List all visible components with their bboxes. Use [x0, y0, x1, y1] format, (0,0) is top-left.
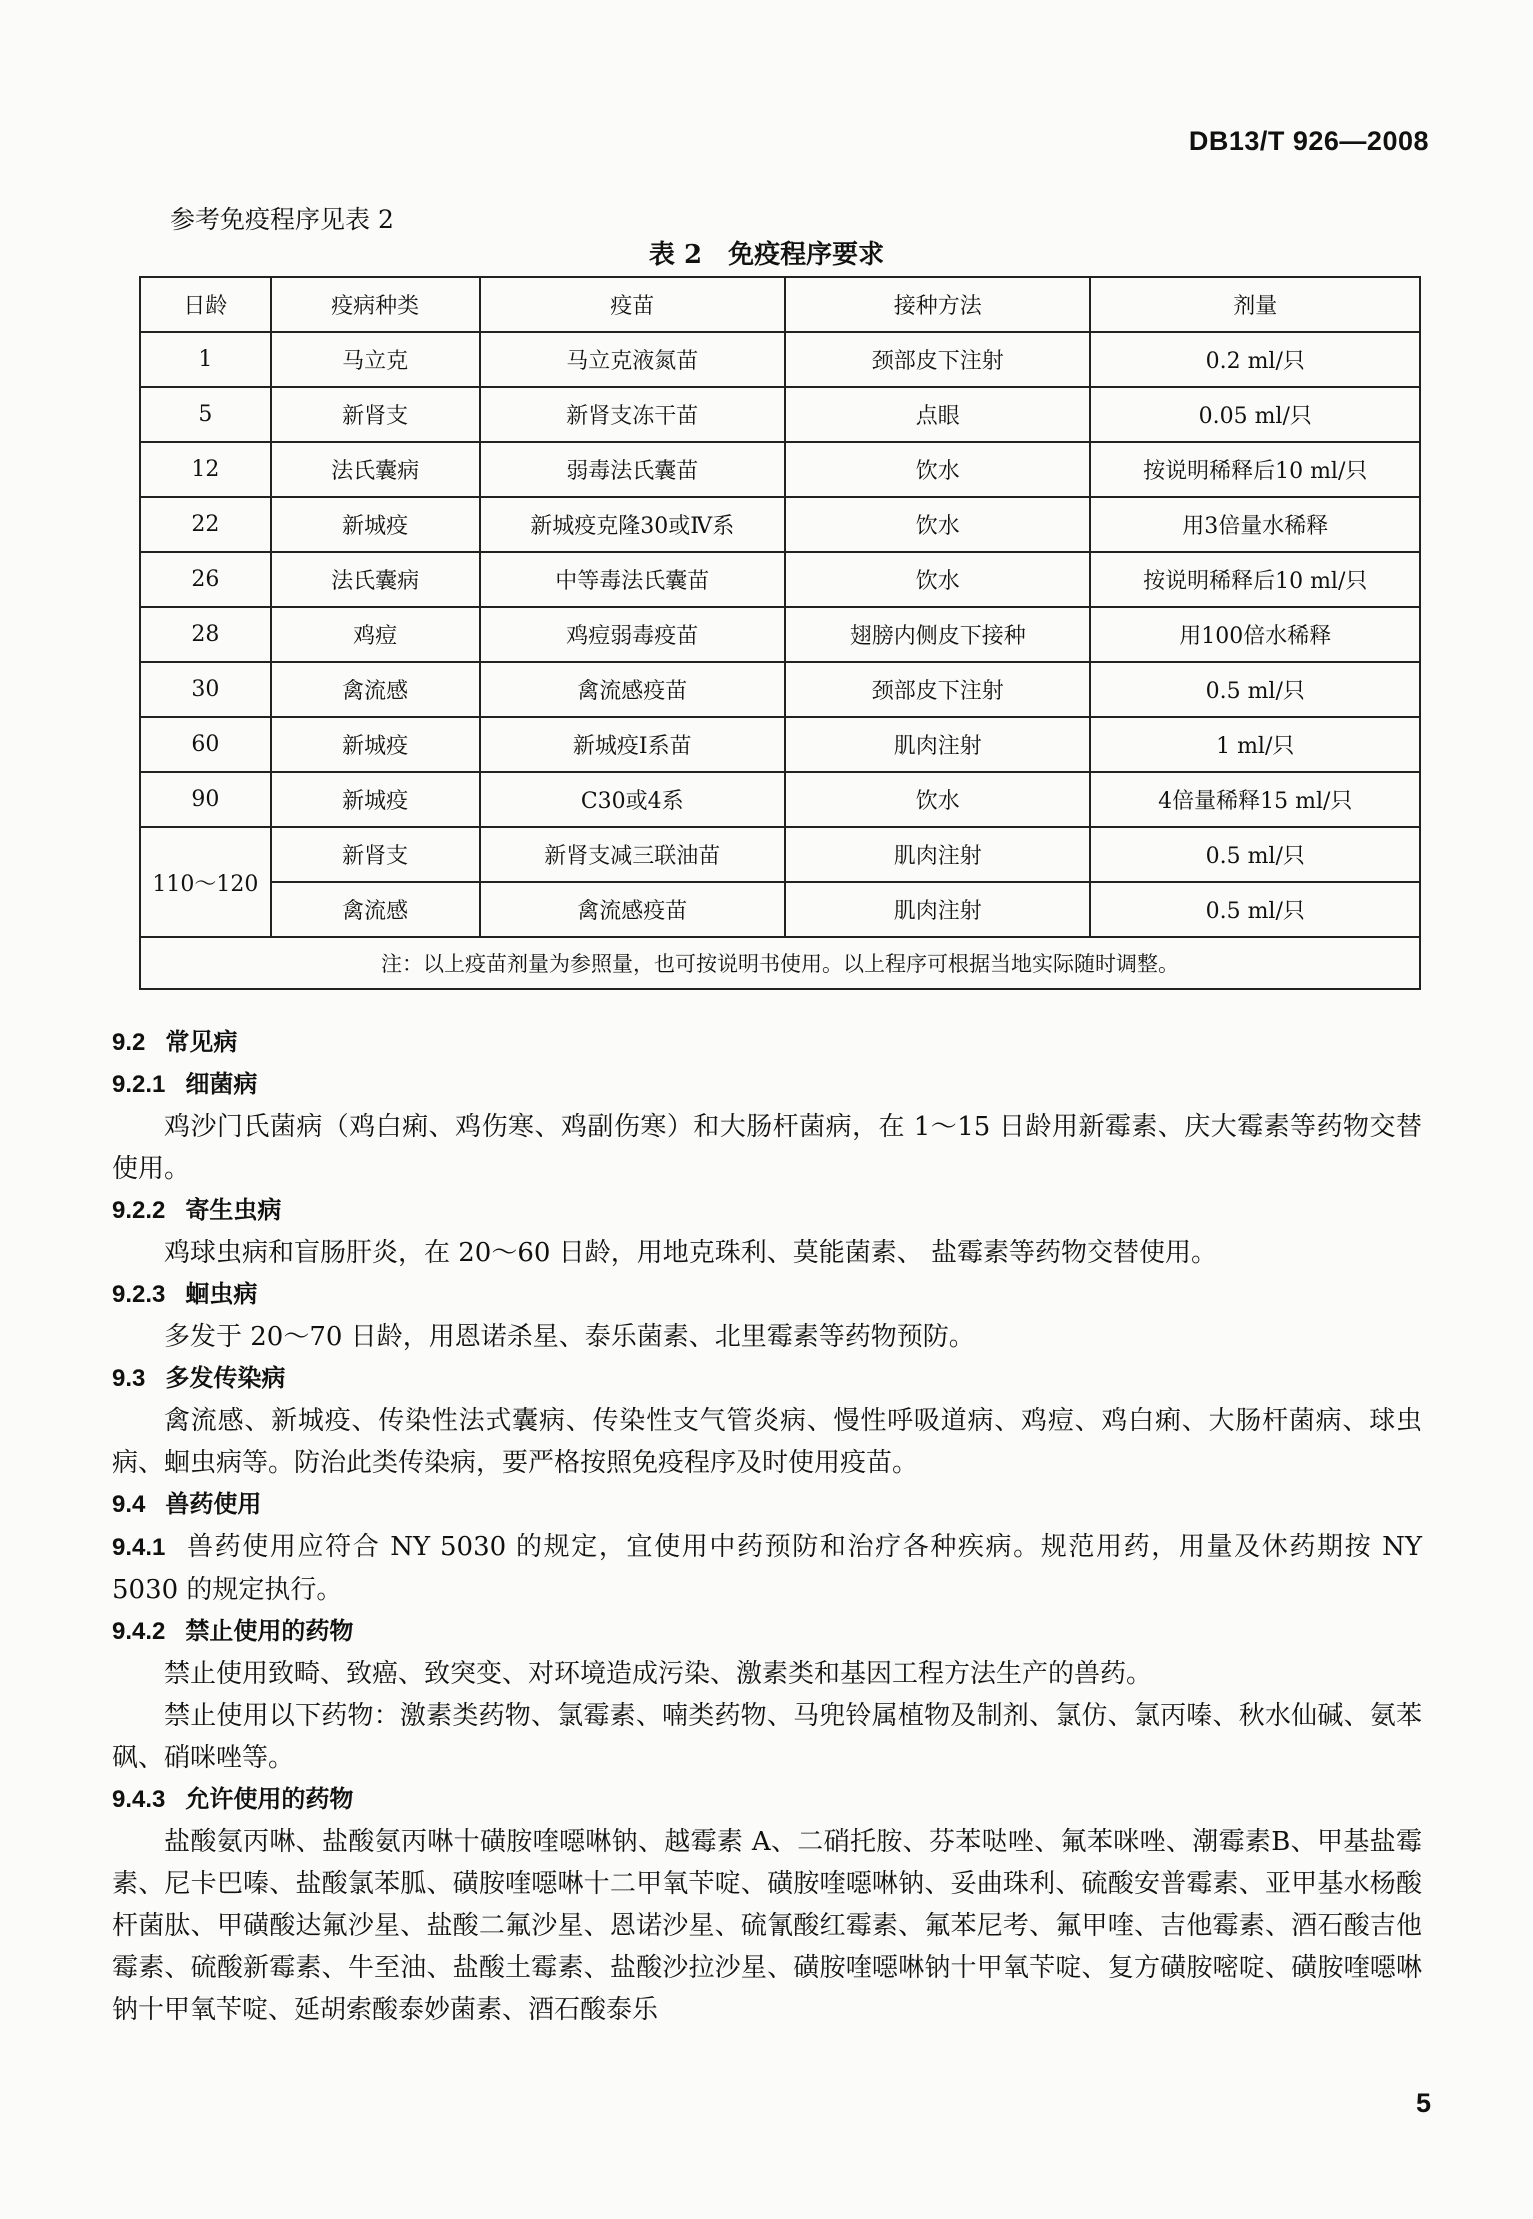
- cell-disease: 禽流感: [271, 882, 480, 937]
- intro-text: 参考免疫程序见表 2: [170, 205, 394, 234]
- paragraph: 盐酸氨丙啉、盐酸氨丙啉十磺胺喹噁啉钠、越霉素 A、二硝托胺、芬苯哒唑、氟苯咪唑、潮霉素B、甲基盐霉素、尼卡巴嗪、盐酸氯苯胍、磺胺喹噁啉十二甲氧苄啶、磺胺喹噁啉钠、妥曲珠利、硫酸安普霉素、亚甲基水杨酸杆菌肽、甲磺酸达氟沙星、盐酸二氟沙星、恩诺沙星、硫氰酸红霉素、氟苯尼考、氟甲喹、吉他霉素、酒石酸吉他霉素、硫酸新霉素、牛至油、盐酸土霉素、盐酸沙拉沙星、磺胺喹噁啉钠十甲氧苄啶、复方磺胺嘧啶、磺胺喹噁啉钠十甲氧苄啶、延胡索酸泰妙菌素、酒石酸泰乐: [112, 1827, 1422, 2025]
- section-heading: 9.3 多发传染病: [112, 1365, 286, 1392]
- cell-dose: 0.5 ml/只: [1090, 827, 1420, 882]
- table-caption: 表 2 免疫程序要求: [648, 240, 885, 270]
- cell-disease: 马立克: [271, 332, 480, 387]
- paragraph: 多发于 20～70 日龄，用恩诺杀星、泰乐菌素、北里霉素等药物预防。: [164, 1322, 975, 1352]
- cell-vaccine: C30或4系: [480, 772, 786, 827]
- cell-dose: 0.2 ml/只: [1090, 332, 1420, 387]
- section-heading: 9.2 常见病: [112, 1029, 238, 1056]
- paragraph: 禽流感、新城疫、传染性法式囊病、传染性支气管炎病、慢性呼吸道病、鸡痘、鸡白痢、大肠杆菌病、球虫病、蛔虫病等。防治此类传染病，要严格按照免疫程序及时使用疫苗。: [112, 1406, 1422, 1478]
- cell-disease: 鸡痘: [271, 607, 480, 662]
- cell-method: 饮水: [785, 552, 1090, 607]
- cell-dose: 按说明稀释后10 ml/只: [1090, 552, 1420, 607]
- section-heading: 9.2.1 细菌病: [112, 1071, 258, 1098]
- immunization-table: [139, 276, 1421, 990]
- table-row: [140, 662, 1420, 717]
- cell-age: 22: [140, 497, 271, 552]
- table-note: 注：以上疫苗剂量为参照量，也可按说明书使用。以上程序可根据当地实际随时调整。: [140, 937, 1420, 989]
- paragraph: 鸡球虫病和盲肠肝炎，在 20～60 日龄，用地克珠利、莫能菌素、 盐霉素等药物交替使用。: [164, 1238, 1217, 1268]
- cell-vaccine: 新城疫Ⅰ系苗: [480, 717, 786, 772]
- paragraph: 禁止使用致畸、致癌、致突变、对环境造成污染、激素类和基因工程方法生产的兽药。: [164, 1659, 1153, 1689]
- header-dose: 剂量: [1090, 277, 1420, 332]
- header-disease: 疫病种类: [271, 277, 480, 332]
- cell-method: 肌肉注射: [785, 717, 1090, 772]
- header-vaccine: 疫苗: [480, 277, 786, 332]
- cell-dose: 1 ml/只: [1090, 717, 1420, 772]
- cell-method: 翅膀内侧皮下接种: [785, 607, 1090, 662]
- cell-disease: 新城疫: [271, 717, 480, 772]
- page-number: 5: [1415, 2088, 1431, 2118]
- paragraph: 9.4.1 兽药使用应符合 NY 5030 的规定，宜使用中药预防和治疗各种疾病。规范用药，用量及休药期按 NY 5030 的规定执行。: [112, 1532, 1422, 1605]
- header-age: 日龄: [140, 277, 271, 332]
- cell-dose: 0.5 ml/只: [1090, 662, 1420, 717]
- cell-disease: 法氏囊病: [271, 442, 480, 497]
- cell-method: 颈部皮下注射: [785, 332, 1090, 387]
- cell-disease: 新城疫: [271, 772, 480, 827]
- cell-disease: 新肾支: [271, 827, 480, 882]
- section-heading: 9.4.2 禁止使用的药物: [112, 1618, 354, 1645]
- cell-age: 28: [140, 607, 271, 662]
- cell-vaccine: 中等毒法氏囊苗: [480, 552, 786, 607]
- cell-vaccine: 鸡痘弱毒疫苗: [480, 607, 786, 662]
- cell-vaccine: 禽流感疫苗: [480, 882, 786, 937]
- table-body: [140, 332, 1420, 989]
- cell-vaccine: 新肾支减三联油苗: [480, 827, 786, 882]
- section-heading: 9.2.3 蛔虫病: [112, 1281, 258, 1308]
- cell-age: 30: [140, 662, 271, 717]
- cell-vaccine: 弱毒法氏囊苗: [480, 442, 786, 497]
- cell-age: 60: [140, 717, 271, 772]
- cell-disease: 法氏囊病: [271, 552, 480, 607]
- cell-dose: 0.05 ml/只: [1090, 387, 1420, 442]
- cell-age: 26: [140, 552, 271, 607]
- table-row: [140, 607, 1420, 662]
- table-row: [140, 442, 1420, 497]
- table-row: [140, 827, 1420, 882]
- table-row: [140, 552, 1420, 607]
- cell-dose: 0.5 ml/只: [1090, 882, 1420, 937]
- cell-dose: 用100倍水稀释: [1090, 607, 1420, 662]
- table-row: [140, 497, 1420, 552]
- cell-dose: 用3倍量水稀释: [1090, 497, 1420, 552]
- paragraph: 禁止使用以下药物：激素类药物、氯霉素、喃类药物、马兜铃属植物及制剂、氯仿、氯丙嗪、秋水仙碱、氨苯砜、硝咪唑等。: [112, 1701, 1422, 1773]
- cell-disease: 新城疫: [271, 497, 480, 552]
- table-row: [140, 772, 1420, 827]
- section-heading: 9.4.3 允许使用的药物: [112, 1786, 354, 1813]
- table-row: [140, 882, 1420, 937]
- paragraph: 鸡沙门氏菌病（鸡白痢、鸡伤寒、鸡副伤寒）和大肠杆菌病，在 1～15 日龄用新霉素、庆大霉素等药物交替使用。: [112, 1112, 1422, 1184]
- table-row: [140, 387, 1420, 442]
- header-method: 接种方法: [785, 277, 1090, 332]
- standard-code: DB13/T 926—2008: [1188, 126, 1429, 156]
- table-row: [140, 717, 1420, 772]
- cell-age: 110～120: [140, 827, 271, 937]
- table-header-row: [140, 277, 1420, 332]
- cell-method: 颈部皮下注射: [785, 662, 1090, 717]
- body-text: [112, 1022, 1422, 2031]
- cell-method: 饮水: [785, 772, 1090, 827]
- cell-method: 点眼: [785, 387, 1090, 442]
- cell-dose: 4倍量稀释15 ml/只: [1090, 772, 1420, 827]
- cell-age: 12: [140, 442, 271, 497]
- cell-disease: 禽流感: [271, 662, 480, 717]
- cell-disease: 新肾支: [271, 387, 480, 442]
- cell-age: 90: [140, 772, 271, 827]
- table-row: [140, 332, 1420, 387]
- cell-method: 肌肉注射: [785, 827, 1090, 882]
- cell-method: 肌肉注射: [785, 882, 1090, 937]
- section-heading: 9.2.2 寄生虫病: [112, 1197, 282, 1224]
- cell-method: 饮水: [785, 497, 1090, 552]
- cell-age: 1: [140, 332, 271, 387]
- cell-vaccine: 马立克液氮苗: [480, 332, 786, 387]
- cell-vaccine: 新肾支冻干苗: [480, 387, 786, 442]
- table-note-row: [140, 937, 1420, 989]
- section-heading: 9.4 兽药使用: [112, 1491, 262, 1518]
- cell-vaccine: 禽流感疫苗: [480, 662, 786, 717]
- cell-age: 5: [140, 387, 271, 442]
- cell-vaccine: 新城疫克隆30或Ⅳ系: [480, 497, 786, 552]
- cell-dose: 按说明稀释后10 ml/只: [1090, 442, 1420, 497]
- cell-method: 饮水: [785, 442, 1090, 497]
